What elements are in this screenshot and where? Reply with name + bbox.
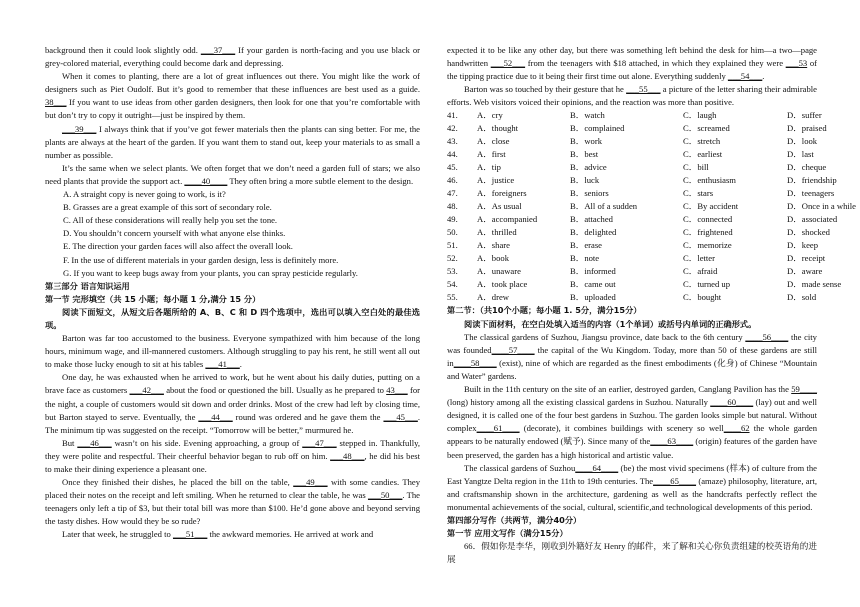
choice-b: B．note [570,253,600,264]
choice-a: A．tip [477,162,501,173]
choice-row [447,226,830,239]
choice-b: B．attached [570,214,613,225]
answer-blank: 43___ [386,385,408,396]
answer-blank: 38___ [45,97,67,108]
answer-blank: ____60____ [710,397,754,408]
choice-c: C．earliest [683,149,723,160]
answer-blank: ___50___ [367,490,403,501]
answer-blank: ___53 [785,58,808,69]
choice-c: C．stars [683,188,714,199]
section2-title: 第二节：（共10个小题；每小题 1. 5分，满分15分） [447,305,642,316]
choice-row [447,135,817,148]
passage-paragraph: But ___46___ wasn’t on his side. Evening approaching, a group of ___47___ stepped in. Thankfully, they were polite and respectful. Their cheerful behavior began to rub off on him. ___48___, he did his best to make their dining experience a pleasant one. [45,437,420,474]
question-number: 42. [447,123,458,134]
choice-b: B．informed [570,266,616,277]
choice-d: D．shocked [787,227,830,238]
passage-paragraph: ___39___ I always think that if you’ve got fewer materials then the plants can sing better. For me, the plants are always at the heart of the garden. If you want them to stand out, keep your materials to as small a number as possible. [45,123,420,160]
choice-d: D．associated [787,214,838,225]
question-number: 53. [447,266,458,277]
passage-paragraph: Barton was far too accustomed to the business. Everyone sympathized with him because of the long hours, minimum wage, and ill-mannered customers. Although struggling to pay his rent, he still went all out to make those lucky enough to sit at his tables ___41___. [45,333,420,370]
answer-blank: ___41___ [205,359,240,370]
choice-row [447,148,817,161]
choice-a: A．foreigners [477,188,527,199]
choice-b: B．All of a sudden [570,201,638,212]
answer-blank: ____63____ [650,436,694,447]
choice-d: D．aware [787,266,823,277]
question-number: 54. [447,279,458,290]
choice-row [447,265,823,278]
choice-a: A．accompanied [477,214,538,225]
part3-title: 第三部分 语言知识运用 [45,280,130,291]
answer-blank: ____56____ [745,331,789,342]
seven-choice-options [45,188,420,280]
choice-b: B．best [570,149,599,160]
answer-blank: ___37___ [200,45,236,55]
question-number: 47. [447,188,458,199]
question-number: 48. [447,201,458,212]
choice-c: C．laugh [683,110,717,121]
answer-blank: ___49___ [293,477,328,488]
option-f: F. In the use of different materials in your garden design, less is definitely more. [63,254,339,265]
choice-a: A．thought [477,123,519,134]
answer-blank: ___51___ [172,529,208,540]
section1-title: 第一节 完形填空（共 15 小题；每小题 1 分,满分 15 分） [45,293,261,304]
passage-paragraph: Barton was so touched by their gesture that he ___55___ a picture of the letter sharing their admirable efforts. Web visitors voiced their opinions, and the reaction was more than positive. [447,84,817,108]
passage-paragraph: One day, he was exhausted when he arrived to work, but he went about his daily duties, putting on a brave face as customers ___42___ about the food or questioned the bill. Usually as he prepared to 43___ for the night, a couple of customers would sit down and order drinks. Most of the crew had left by closing time, but Barton stayed to serve. Eventually, the ___44___ round was ordered and he gave them the ___45___. The minimum tip was suggested on the receipt. “Tomorrow will be better,” murmured he. [45,372,420,435]
choice-row [447,187,835,200]
choice-row [447,174,837,187]
question-number: 44. [447,149,458,160]
choice-c: C．stretch [683,136,721,147]
question-number: 46. [447,175,458,186]
passage-paragraph: Later that week, he struggled to ___51___ the awkward memories. He arrived at work and [62,529,374,540]
question-number: 51. [447,240,458,251]
choice-b: B．work [570,136,602,147]
choice-c: C．By accident [683,201,739,212]
choice-d: D．receipt [787,253,826,264]
question-number: 50. [447,227,458,238]
passage-paragraph: background then it could look slightly odd. ___37___ If your garden is north-facing and you use black or grey-colored material, everything could become dark and depressing. [45,45,421,69]
section1-instructions: 阅读下面短文，从短文后各题所给的 A、B、C 和 D 四个选项中，选出可以填入空白处的最佳选项。 [45,306,420,330]
section2-instructions: 阅读下面材料，在空白处填入适当的内容（1个单词）或括号内单词的正确形式。 [464,318,757,329]
option-c: C. All of these considerations will really help you set the tone. [63,215,278,226]
answer-blank: ___45___ [383,411,418,422]
choice-b: B．luck [570,175,600,186]
answer-blank: ___54___ [727,71,763,82]
choice-c: C．afraid [683,266,718,277]
right-column [447,44,856,566]
option-e: E. The direction your garden faces will also affect the overall look. [63,241,293,252]
answer-blank: ___44___ [198,411,233,422]
writing-prompt: 66．假如你是李华，刚收到外籍好友 Henry 的邮件，来了解和关心你负责组建的校英语角的进展 [447,541,817,565]
answer-blank: ___42___ [129,385,164,396]
option-b: B. Grasses are a great example of this sort of secondary role. [63,202,272,213]
passage-paragraph: The classical gardens of Suzhou, Jiangsu province, date back to the 6th century ____56____ the city was founded____57____ the capital of the Wu Kingdom. Today, more than 50 of these gardens are still in____58____ (exist), nine of which are regarded as the finest embodiments (化身) of Chinese “Mountain and Water” gardens. [447,331,817,381]
choice-c: C．bought [683,292,722,303]
choice-row [447,109,822,122]
choice-d: D．praised [787,123,827,134]
answer-blank: ___55___ [626,84,661,95]
question-number: 52. [447,253,458,264]
option-g: G. If you want to keep bugs away from your plants, you can spray pesticide regularly. [63,267,358,278]
answer-blank: ___52___ [490,58,526,69]
choice-row [447,239,817,252]
choice-c: C．memorize [683,240,732,251]
passage-paragraph: When it comes to planting, there are a lot of great influences out there. You might like the work of designers such as Piet Oudolf. But it’s good to remember that these influences are best used as a guide. 38___ If you want to use ideas from other garden designers, then look for one that you’re comfortable with but don’t try to copy it outright—just be inspired by them. [45,71,420,121]
choice-a: A．justice [477,175,515,186]
choice-row [447,278,842,291]
choice-c: C．enthusiasm [683,175,736,186]
choice-d: D．friendship [787,175,837,186]
choice-d: D．teenagers [787,188,835,199]
choice-row [447,213,838,226]
choice-a: A．thrilled [477,227,517,238]
choice-d: D．keep [787,240,819,251]
choice-c: C．screamed [683,123,730,134]
left-column [45,44,420,542]
choice-row [447,252,826,265]
answer-blank: ____40____ [184,175,228,186]
choice-b: B．complained [570,123,625,134]
choice-d: D．made sense [787,279,842,290]
choice-a: A．took place [477,279,528,290]
answer-blank: 59____ [791,384,817,395]
choice-a: A．share [477,240,510,251]
choice-d: D．suffer [787,110,822,121]
choice-b: B．erase [570,240,602,251]
choice-b: B．came out [570,279,616,290]
choice-row [447,161,827,174]
choice-row [447,291,817,304]
choice-a: A．close [477,136,510,147]
question-number: 45. [447,162,458,173]
choice-d: D．last [787,149,814,160]
answer-blank: ____62 [723,423,750,434]
choice-c: C．bill [683,162,709,173]
choice-c: C．letter [683,253,715,264]
answer-blank: ___46___ [77,437,112,448]
passage-paragraph: expected it to be like any other day, but there was something left behind the desk for him—a two—page handwritten ___52___ from the teenagers with $18 attached, in which they explained they were ___53 of the tipping practice due to it being their first time out alone. Everything suddenly ___54___. [447,45,817,82]
choice-a: A．first [477,149,506,160]
question-number: 41. [447,110,458,121]
passage-paragraph: It’s the same when we select plants. We often forget that we don’t need a garden full of stars; we also need plants that provide the support act. ____40____ They often bring a more subtle element to the design. [45,162,420,186]
option-d: D. You shouldn’t concern yourself with what anyone else thinks. [63,228,286,239]
choice-d: D．look [787,136,818,147]
question-number: 43. [447,136,458,147]
answer-blank: ___39___ [62,123,97,134]
choice-row [447,200,856,213]
choice-d: D．Once in a while [787,201,856,212]
choice-row [447,122,827,135]
answer-blank: ____65____ [653,475,697,486]
section3-title: 第一节 应用文写作（满分15分） [447,528,568,539]
choice-b: B．uploaded [570,292,616,303]
choice-a: A．cry [477,110,503,121]
choice-d: D．sold [787,292,817,303]
answer-blank: ____64____ [575,462,619,473]
cloze-choices-table [447,109,856,304]
choice-a: A．As usual [477,201,522,212]
choice-b: B．seniors [570,188,609,199]
answer-blank: ____61____ [476,423,520,434]
passage-paragraph: Built in the 11th century on the site of an earlier, destroyed garden, Canglang Pavilion has the 59____ (long) history among all the existing classical gardens in Suzhou. Naturally ____60____ (lay) out and well designed, it is called one of the four best gardens in Suzhou. The garden looks simple but natural. Without complex____61____ (decorate), it combines buildings with scenery so well____62 the whole garden appears to be naturally endowed (赋予). Since many of the____63____ (origin) features of the garden have been preserved, the garden has a high historical and artistic value. [447,384,817,460]
option-a: A. A straight copy is never going to work, is it? [63,189,226,200]
answer-blank: ____57____ [491,344,535,355]
choice-b: B．advice [570,162,607,173]
passage-paragraph: Once they finished their dishes, he placed the bill on the table, ___49___ with some candies. They placed their notes on the receipt and left smiling. When he returned to clear the table, he was ___50___. The teenagers only left a tip of $3, but their total bill was more than $100. He’d gone above and beyond serving the tasty dishes. How would they be so rude? [45,477,421,527]
choice-b: B．delighted [570,227,617,238]
choice-c: C．frightened [683,227,733,238]
part4-title: 第四部分写作（共两节，满分40分） [447,514,582,525]
choice-a: A．drew [477,292,509,303]
choice-c: C．connected [683,214,733,225]
passage-paragraph: The classical gardens of Suzhou____64____ (be) the most vivid specimens (样本) of culture from the East Yangtze Delta region in the 11th to 19th centuries. The____65____ (amaze) philosophy, literature, art, and craftsmanship shown in the architecture, gardening as well as the handcrafts perfectly reflect the monumental achievements of the social, cultural, scientific,and technological developments of this period. [447,462,817,512]
choice-c: C．turned up [683,279,731,290]
choice-a: A．unaware [477,266,521,277]
choice-b: B．watch [570,110,605,121]
choice-d: D．cheque [787,162,827,173]
answer-blank: ___47___ [302,437,337,448]
choice-a: A．book [477,253,509,264]
question-number: 49. [447,214,458,225]
answer-blank: ____58____ [453,357,497,368]
answer-blank: ___48___ [330,450,365,461]
question-number: 55. [447,292,458,303]
